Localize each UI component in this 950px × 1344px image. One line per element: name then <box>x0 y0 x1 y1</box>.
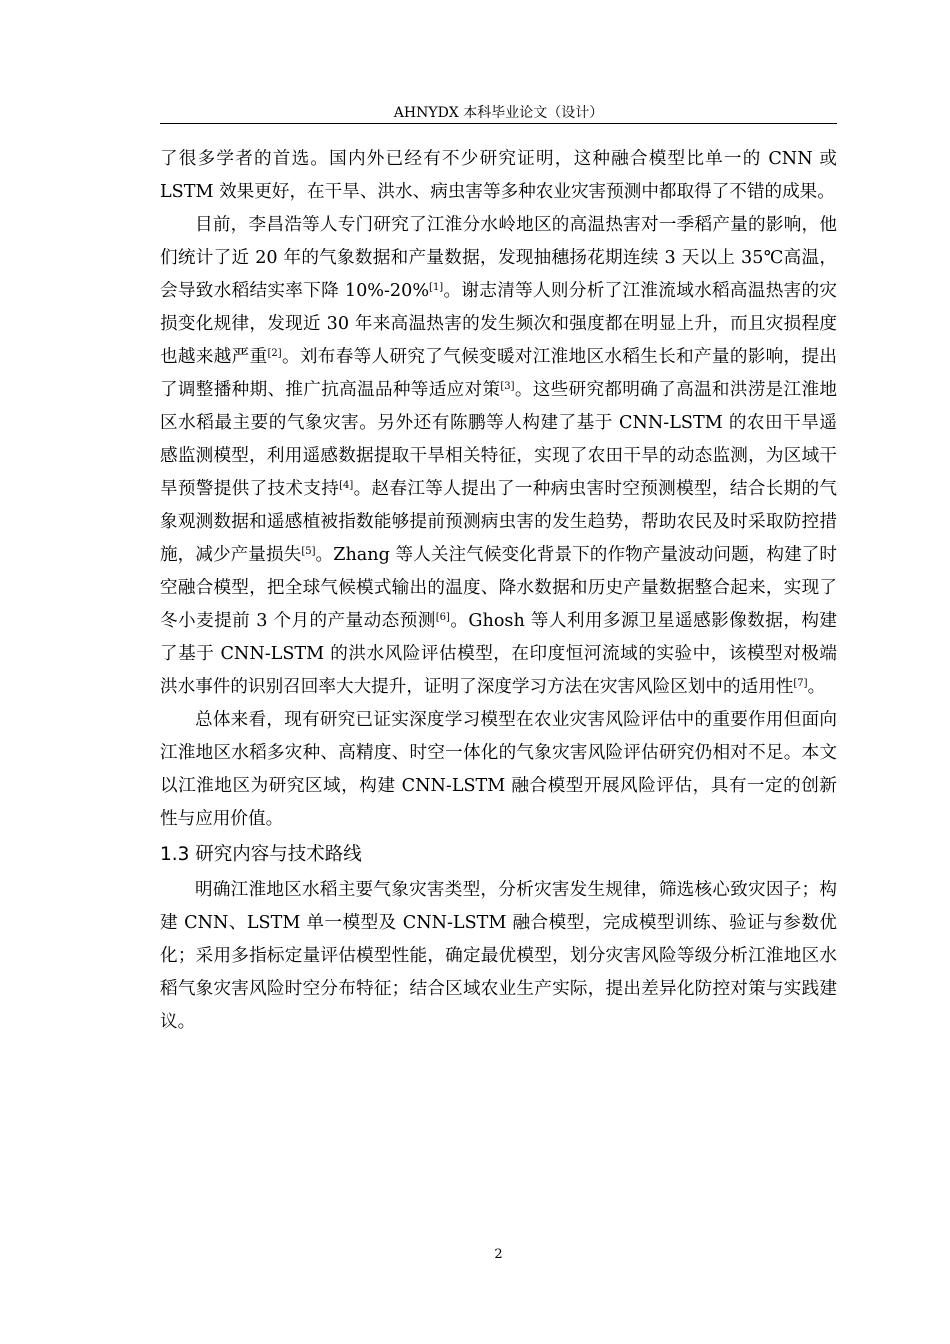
paragraph-text: 。谢志清等人则分析了江淮流域水稻高温热害的灾损变化规律，发现近 30 年来高温热害的发生频次和强度都在明显上升，而且灾损程度也越来越严重 <box>160 281 837 367</box>
paragraph-research-content: 明确江淮地区水稻主要气象灾害类型，分析灾害发生规律，筛选核心致灾因子；构建 CNN、LSTM 单一模型及 CNN-LSTM 融合模型，完成模型训练、验证与参数优化；采用多指标定量评估模型性能，确定最优模型，划分灾害风险等级分析江淮地区水稻气象灾害风险时空分布特征；结合区域农业生产实际，提出差异化防控对策与实践建议。 <box>160 880 837 1032</box>
paragraph-text: 。Zhang 等人关注气候变化背景下的作物产量波动问题，构建了时空融合模型，把全球气候模式输出的温度、降水数据和历史产量数据整合起来，实现了冬小麦提前 3 个月的产量动态预测 <box>160 545 837 631</box>
citation-ref-5: [5] <box>301 546 316 557</box>
page-number: 2 <box>494 1247 503 1262</box>
paragraph-text: 。Ghosh 等人利用多源卫星遥感影像数据，构建了基于 CNN-LSTM 的洪水风险评估模型，在印度恒河流域的实验中，该模型对极端洪水事件的识别召回率大大提升，证明了深度学习方法在灾害风险区划中的适用性 <box>160 611 837 697</box>
header-divider <box>160 123 837 124</box>
paragraph-text: 。这些研究都明确了高温和洪涝是江淮地区水稻最主要的气象灾害。另外还有陈鹏等人构建了基于 CNN-LSTM 的农田干旱遥感监测模型，利用遥感数据提取干旱相关特征，实现了农田干旱的动态监测，为区域干旱预警提供了技术支持 <box>160 380 837 499</box>
paragraph-continuation: 了很多学者的首选。国内外已经有不少研究证明，这种融合模型比单一的 CNN 或 LSTM 效果更好，在干旱、洪水、病虫害等多种农业灾害预测中都取得了不错的成果。 <box>160 149 837 202</box>
citation-ref-7: [7] <box>793 678 808 689</box>
citation-ref-1: [1] <box>429 282 444 293</box>
paragraph-related-research <box>160 209 837 704</box>
paragraph-text: 。赵春江等人提出了一种病虫害时空预测模型，结合长期的气象观测数据和遥感植被指数能够提前预测病虫害的发生趋势，帮助农民及时采取防控措施，减少产量损失 <box>160 479 837 565</box>
page-body <box>160 143 837 1039</box>
paragraph-text: 目前，李昌浩等人专门研究了江淮分水岭地区的高温热害对一季稻产量的影响，他们统计了近 20 年的气象数据和产量数据，发现抽穗扬花期连续 3 天以上 35℃高温，会导致水稻结实率下降 10%-20% <box>160 215 837 301</box>
citation-ref-6: [6] <box>435 612 450 623</box>
paragraph-text: 。 <box>807 677 826 697</box>
citation-ref-3: [3] <box>500 381 515 392</box>
section-heading: 1.3 研究内容与技术路线 <box>160 844 362 865</box>
paragraph-text: 。刘布春等人研究了气候变暖对江淮地区水稻生长和产量的影响，提出了调整播种期、推广抗高温品种等适应对策 <box>160 347 837 400</box>
paragraph-summary: 总体来看，现有研究已证实深度学习模型在农业灾害风险评估中的重要作用但面向江淮地区水稻多灾种、高精度、时空一体化的气象灾害风险评估研究仍相对不足。本文以江淮地区为研究区域，构建 CNN-LSTM 融合模型开展风险评估，具有一定的创新性与应用价值。 <box>160 710 837 829</box>
page-header: AHNYDX 本科毕业论文（设计） <box>393 105 604 121</box>
citation-ref-4: [4] <box>339 480 354 491</box>
citation-ref-2: [2] <box>267 348 282 359</box>
